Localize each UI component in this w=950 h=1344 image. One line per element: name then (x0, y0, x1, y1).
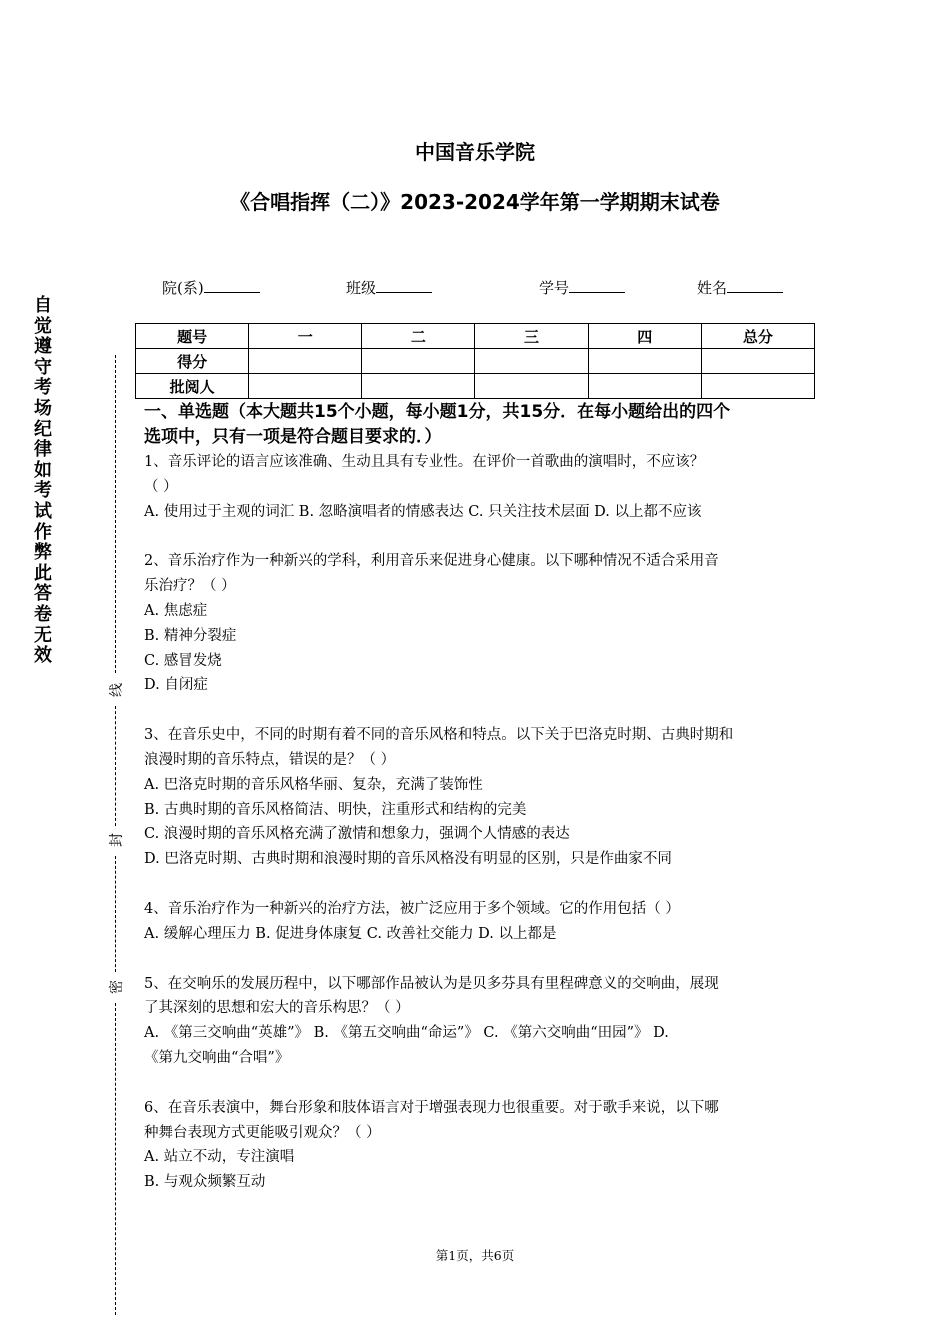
grader-cell[interactable] (249, 374, 362, 399)
grader-cell[interactable] (475, 374, 588, 399)
answer-option[interactable]: B. 精神分裂症 (144, 627, 237, 644)
section-heading: 一、单选题（本大题共15个小题，每小题1分，共15分．在每小题给出的四个 (144, 402, 731, 422)
grader-cell[interactable] (701, 374, 814, 399)
question-1 (144, 450, 812, 524)
grader-cell[interactable] (588, 374, 701, 399)
score-cell[interactable] (701, 349, 814, 374)
question-text: 1、音乐评论的语言应该准确、生动且具有专业性。在评价一首歌曲的演唱时，不应该？ (144, 454, 705, 470)
question-section (144, 400, 812, 1195)
score-row-label: 得分 (136, 349, 249, 374)
score-table-header: 总分 (701, 324, 814, 349)
seal-dashed-line (115, 706, 116, 826)
seal-mark-seal: 封 (106, 831, 126, 849)
answer-options[interactable]: 《第九交响曲“合唱”》 (144, 1049, 290, 1066)
score-cell[interactable] (249, 349, 362, 374)
answer-option[interactable]: D. 自闭症 (144, 677, 208, 694)
question-text: 6、在音乐表演中，舞台形象和肢体语言对于增强表现力也很重要。对于歌手来说，以下哪 (144, 1099, 719, 1116)
question-text: 2、音乐治疗作为一种新兴的学科，利用音乐来促进身心健康。以下哪种情况不适合采用音 (144, 553, 719, 570)
exam-discipline-notice: 自觉遵守考场纪律如考试作弊此答卷无效 (34, 295, 52, 667)
student-id-label: 学号 (539, 279, 570, 297)
question-text: 3、在音乐史中，不同的时期有着不同的音乐风格和特点。以下关于巴洛克时期、古典时期和 (144, 727, 734, 744)
answer-options[interactable]: A. 《第三交响曲“英雄”》 B. 《第五交响曲“命运”》 C. 《第六交响曲“田园”》 D. (144, 1025, 669, 1042)
class-label: 班级 (346, 279, 377, 297)
department-field[interactable] (162, 276, 260, 298)
name-label: 姓名 (697, 279, 728, 297)
answer-option[interactable]: D. 巴洛克时期、古典时期和浪漫时期的音乐风格没有明显的区别，只是作曲家不同 (144, 851, 672, 868)
question-text: 浪漫时期的音乐特点，错误的是？（ ） (144, 751, 396, 768)
exam-title: 《合唱指挥（二）》2023-2024学年第一学期期末试卷 (230, 190, 720, 214)
question-4 (144, 897, 812, 947)
score-cell[interactable] (588, 349, 701, 374)
question-5 (144, 972, 812, 1071)
score-table-header: 三 (475, 324, 588, 349)
seal-dashed-line (115, 355, 116, 673)
answer-option[interactable]: C. 浪漫时期的音乐风格充满了激情和想象力，强调个人情感的表达 (144, 826, 570, 843)
score-cell[interactable] (362, 349, 475, 374)
question-text: （ ） (144, 478, 178, 495)
student-id-field[interactable] (539, 276, 625, 298)
score-table-header: 题号 (136, 324, 249, 349)
section-heading: 选项中，只有一项是符合题目要求的．） (144, 427, 442, 447)
answer-option[interactable]: A. 巴洛克时期的音乐风格华丽、复杂，充满了装饰性 (144, 776, 483, 793)
department-label: 院(系) (162, 279, 204, 297)
seal-dashed-line (115, 856, 116, 972)
question-text: 5、在交响乐的发展历程中，以下哪部作品被认为是贝多芬具有里程碑意义的交响曲，展现 (144, 975, 719, 992)
name-field[interactable] (697, 276, 783, 298)
question-3 (144, 723, 812, 872)
question-text: 种舞台表现方式更能吸引观众？（ ） (144, 1124, 381, 1141)
question-text: 乐治疗？（ ） (144, 578, 236, 595)
question-2 (144, 549, 812, 698)
question-text: 了其深刻的思想和宏大的音乐构思？（ ） (144, 1000, 410, 1017)
seal-mark-secret: 密 (106, 978, 126, 996)
grader-row (136, 374, 815, 399)
answer-options[interactable]: A. 使用过于主观的词汇 B. 忽略演唱者的情感表达 C. 只关注技术层面 D. 以上都不应该 (144, 503, 702, 520)
class-field[interactable] (346, 276, 432, 298)
score-table-header: 四 (588, 324, 701, 349)
seal-dashed-line (115, 1003, 116, 1315)
score-cell[interactable] (475, 349, 588, 374)
seal-mark-line: 线 (106, 681, 126, 699)
answer-option[interactable]: B. 与观众频繁互动 (144, 1174, 266, 1191)
answer-option[interactable]: A. 焦虑症 (144, 602, 208, 619)
answer-option[interactable]: A. 站立不动，专注演唱 (144, 1149, 295, 1166)
page-footer: 第1页，共6页 (435, 1248, 515, 1263)
question-text: 4、音乐治疗作为一种新兴的治疗方法，被广泛应用于多个领域。它的作用包括（ ） (144, 900, 680, 917)
school-name: 中国音乐学院 (415, 140, 535, 164)
question-6 (144, 1096, 812, 1195)
score-table-header-row (136, 324, 815, 349)
grader-cell[interactable] (362, 374, 475, 399)
answer-option[interactable]: B. 古典时期的音乐风格简洁、明快，注重形式和结构的完美 (144, 801, 527, 818)
answer-option[interactable]: C. 感冒发烧 (144, 652, 222, 669)
score-row (136, 349, 815, 374)
score-table (135, 323, 815, 399)
score-table-header: 二 (362, 324, 475, 349)
answer-options[interactable]: A. 缓解心理压力 B. 促进身体康复 C. 改善社交能力 D. 以上都是 (144, 925, 557, 942)
student-info-row (0, 276, 950, 300)
grader-row-label: 批阅人 (136, 374, 249, 399)
score-table-header: 一 (249, 324, 362, 349)
